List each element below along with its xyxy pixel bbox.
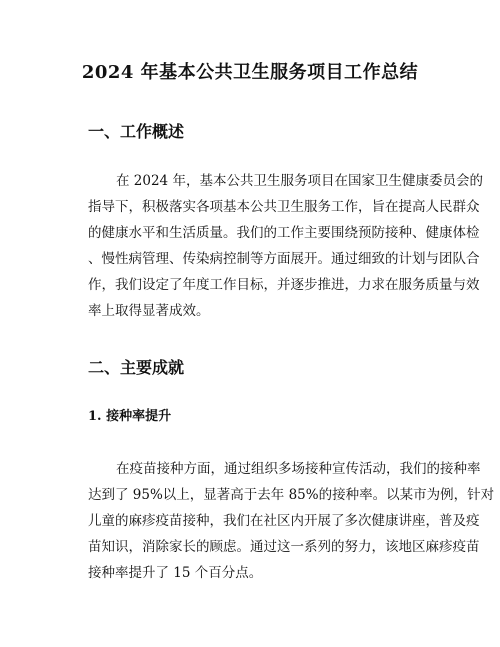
paragraph-line: 率上取得显著成效。: [88, 303, 210, 319]
paragraph-line: 在疫苗接种方面，通过组织多场接种宣传活动，我们的接种率: [116, 461, 481, 477]
paragraph-line: 的健康水平和生活质量。我们的工作主要围绕预防接种、健康体检: [88, 225, 480, 241]
paragraph-line: 、慢性病管理、传染病控制等方面展开。通过细致的计划与团队合: [88, 251, 480, 267]
paragraph-line: 儿童的麻疹疫苗接种，我们在社区内开展了多次健康讲座，普及疫: [88, 513, 480, 529]
paragraph-line: 作，我们设定了年度工作目标，并逐步推进，力求在服务质量与效: [88, 277, 480, 293]
section-heading-achievements: 二、主要成就: [88, 358, 185, 377]
subsection-heading-vaccination: 1. 接种率提升: [88, 409, 172, 424]
document-title: 2024 年基本公共卫生服务项目工作总结: [81, 62, 419, 83]
overview-paragraph: [88, 168, 483, 324]
paragraph-line: 在 2024 年，基本公共卫生服务项目在国家卫生健康委员会的: [116, 173, 483, 189]
paragraph-line: 苗知识，消除家长的顾虑。通过这一系列的努力，该地区麻疹疫苗: [88, 539, 480, 555]
paragraph-line: 接种率提升了 15 个百分点。: [88, 565, 263, 581]
vaccination-paragraph: [88, 456, 495, 586]
paragraph-line: 达到了 95%以上，显著高于去年 85%的接种率。以某市为例，针对: [88, 487, 495, 503]
paragraph-line: 指导下，积极落实各项基本公共卫生服务工作，旨在提高人民群众: [88, 199, 480, 215]
section-heading-overview: 一、工作概述: [88, 122, 185, 141]
